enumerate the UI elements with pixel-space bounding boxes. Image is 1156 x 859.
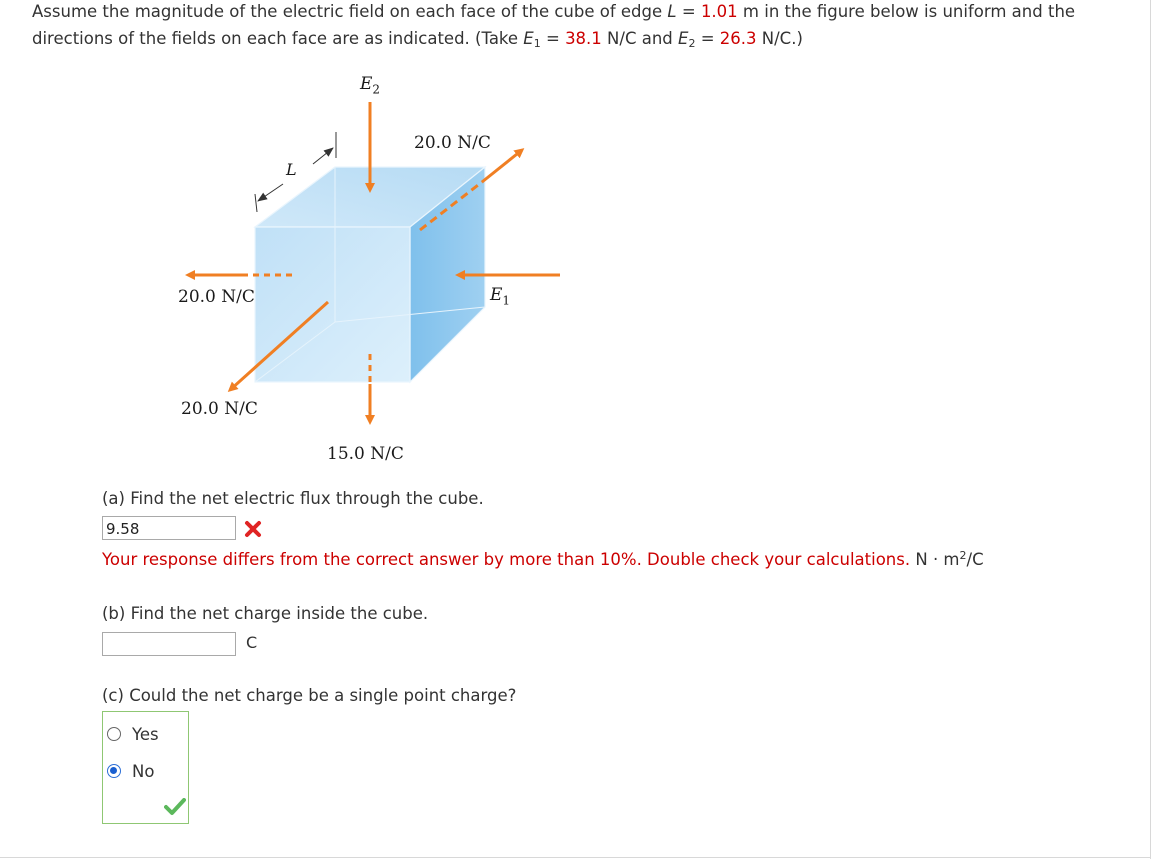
unit-tail: /C <box>966 550 984 569</box>
equals-sign: = <box>695 29 720 48</box>
intro-text-3: N/C and <box>601 29 679 48</box>
e2-subscript: 2 <box>688 37 696 50</box>
bottom-field-label: 15.0 N/C <box>327 444 404 464</box>
e1-label-sub: 1 <box>502 293 511 308</box>
unit-main: N · m <box>910 550 960 569</box>
option-no-label: No <box>132 761 155 781</box>
edge-symbol: L <box>667 2 677 21</box>
radio-no[interactable] <box>107 764 121 778</box>
panel-right-border <box>1150 0 1151 859</box>
front-left-field-label: 20.0 N/C <box>181 399 258 419</box>
part-c-prompt: (c) Could the net charge be a single point charge? <box>102 686 517 705</box>
top-right-field-label: 20.0 N/C <box>414 133 491 153</box>
e1-symbol: E <box>523 29 534 48</box>
equals-sign: = <box>540 29 566 48</box>
left-field-label: 20.0 N/C <box>178 287 255 307</box>
option-no[interactable] <box>107 760 154 782</box>
option-yes[interactable] <box>107 723 159 745</box>
e2-symbol: E <box>678 29 689 48</box>
intro-text-2: m in the figure below is uniform and the directions of the fields on each face are as indicated. (Take <box>32 2 1076 48</box>
e2-label-letter: E <box>360 74 373 94</box>
part-c-radio-group <box>102 711 189 824</box>
radio-yes[interactable] <box>107 727 121 741</box>
part-a-unit <box>910 550 984 569</box>
e2-value: 26.3 <box>719 29 757 48</box>
incorrect-x-icon <box>244 520 262 538</box>
intro-text-4: N/C.) <box>756 29 803 48</box>
unit-sup: 2 <box>959 549 967 562</box>
feedback-text: Your response differs from the correct answer by more than 10%. Double check your calculations. <box>102 550 911 569</box>
part-b-unit: C <box>246 633 258 652</box>
part-b-answer-input[interactable] <box>102 632 236 656</box>
cube-front-face <box>255 227 410 382</box>
panel-bottom-border <box>0 857 1150 858</box>
correct-check-icon <box>164 798 186 816</box>
part-b-prompt: (b) Find the net charge inside the cube. <box>102 604 429 623</box>
edge-length-label: L <box>286 160 297 179</box>
question-text <box>32 0 1132 52</box>
e1-subscript: 1 <box>533 37 541 50</box>
edge-value: 1.01 <box>700 2 738 21</box>
part-a-feedback <box>102 550 984 569</box>
e1-label <box>490 285 510 307</box>
e1-label-letter: E <box>490 285 503 305</box>
cube-figure <box>150 72 590 472</box>
option-yes-label: Yes <box>132 724 159 744</box>
equals-sign: = <box>676 2 701 21</box>
e2-label-sub: 2 <box>372 82 381 97</box>
intro-text-1: Assume the magnitude of the electric field on each face of the cube of edge <box>32 2 668 21</box>
e2-label <box>360 74 380 96</box>
part-a-answer-input[interactable]: 9.58 <box>102 516 236 540</box>
part-a-prompt: (a) Find the net electric flux through the cube. <box>102 489 484 508</box>
e1-value: 38.1 <box>565 29 602 48</box>
